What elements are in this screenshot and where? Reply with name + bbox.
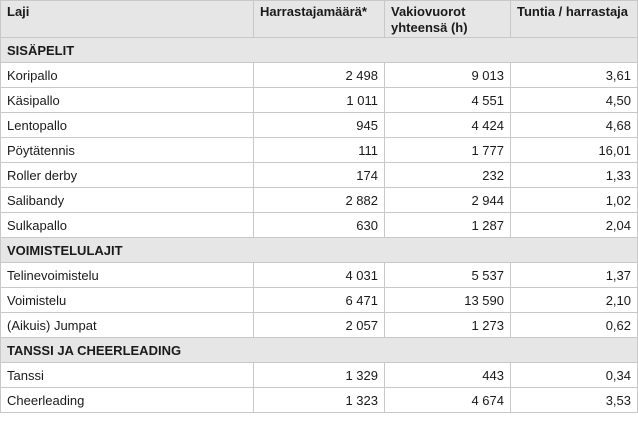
cell-participants: 174: [254, 163, 385, 188]
cell-participants: 1 011: [254, 88, 385, 113]
section-header-row: [1, 38, 638, 63]
cell-hours-per-participant: 0,62: [511, 313, 638, 338]
cell-regular-hours: 4 551: [385, 88, 511, 113]
cell-hours-per-participant: 4,68: [511, 113, 638, 138]
section-header-row: [1, 238, 638, 263]
table-body: [1, 38, 638, 413]
cell-hours-per-participant: 1,33: [511, 163, 638, 188]
cell-sport: Lentopallo: [1, 113, 254, 138]
cell-sport: Käsipallo: [1, 88, 254, 113]
cell-participants: 2 882: [254, 188, 385, 213]
cell-regular-hours: 443: [385, 363, 511, 388]
table-row: [1, 113, 638, 138]
table-row: [1, 138, 638, 163]
cell-hours-per-participant: 1,37: [511, 263, 638, 288]
table-row: [1, 63, 638, 88]
table-row: [1, 388, 638, 413]
cell-regular-hours: 4 424: [385, 113, 511, 138]
cell-sport: Voimistelu: [1, 288, 254, 313]
header-sport: Laji: [1, 1, 254, 38]
cell-sport: Pöytätennis: [1, 138, 254, 163]
cell-hours-per-participant: 2,10: [511, 288, 638, 313]
section-title: VOIMISTELULAJIT: [1, 238, 638, 263]
header-hours-per-participant: Tuntia / harrastaja: [511, 1, 638, 38]
cell-hours-per-participant: 0,34: [511, 363, 638, 388]
section-title: SISÄPELIT: [1, 38, 638, 63]
cell-regular-hours: 232: [385, 163, 511, 188]
table-row: [1, 313, 638, 338]
cell-regular-hours: 13 590: [385, 288, 511, 313]
cell-regular-hours: 1 287: [385, 213, 511, 238]
table-row: [1, 263, 638, 288]
cell-hours-per-participant: 3,61: [511, 63, 638, 88]
cell-hours-per-participant: 4,50: [511, 88, 638, 113]
table-row: [1, 88, 638, 113]
cell-hours-per-participant: 16,01: [511, 138, 638, 163]
cell-hours-per-participant: 2,04: [511, 213, 638, 238]
header-participants: Harrastajamäärä*: [254, 1, 385, 38]
cell-sport: Koripallo: [1, 63, 254, 88]
cell-sport: Telinevoimistelu: [1, 263, 254, 288]
cell-participants: 1 323: [254, 388, 385, 413]
cell-sport: Salibandy: [1, 188, 254, 213]
cell-sport: (Aikuis) Jumpat: [1, 313, 254, 338]
cell-participants: 111: [254, 138, 385, 163]
cell-hours-per-participant: 3,53: [511, 388, 638, 413]
cell-sport: Roller derby: [1, 163, 254, 188]
cell-participants: 1 329: [254, 363, 385, 388]
table-row: [1, 288, 638, 313]
cell-sport: Sulkapallo: [1, 213, 254, 238]
header-regular-hours: Vakiovuorot yhteensä (h): [385, 1, 511, 38]
table-row: [1, 163, 638, 188]
section-header-row: [1, 338, 638, 363]
section-title: TANSSI JA CHEERLEADING: [1, 338, 638, 363]
table-row: [1, 213, 638, 238]
table-row: [1, 188, 638, 213]
cell-regular-hours: 1 273: [385, 313, 511, 338]
cell-regular-hours: 9 013: [385, 63, 511, 88]
cell-regular-hours: 1 777: [385, 138, 511, 163]
cell-regular-hours: 4 674: [385, 388, 511, 413]
header-row: [1, 1, 638, 38]
cell-participants: 945: [254, 113, 385, 138]
cell-participants: 630: [254, 213, 385, 238]
cell-regular-hours: 5 537: [385, 263, 511, 288]
cell-regular-hours: 2 944: [385, 188, 511, 213]
cell-participants: 2 498: [254, 63, 385, 88]
cell-hours-per-participant: 1,02: [511, 188, 638, 213]
cell-participants: 4 031: [254, 263, 385, 288]
cell-participants: 6 471: [254, 288, 385, 313]
cell-participants: 2 057: [254, 313, 385, 338]
table-row: [1, 363, 638, 388]
cell-sport: Cheerleading: [1, 388, 254, 413]
cell-sport: Tanssi: [1, 363, 254, 388]
